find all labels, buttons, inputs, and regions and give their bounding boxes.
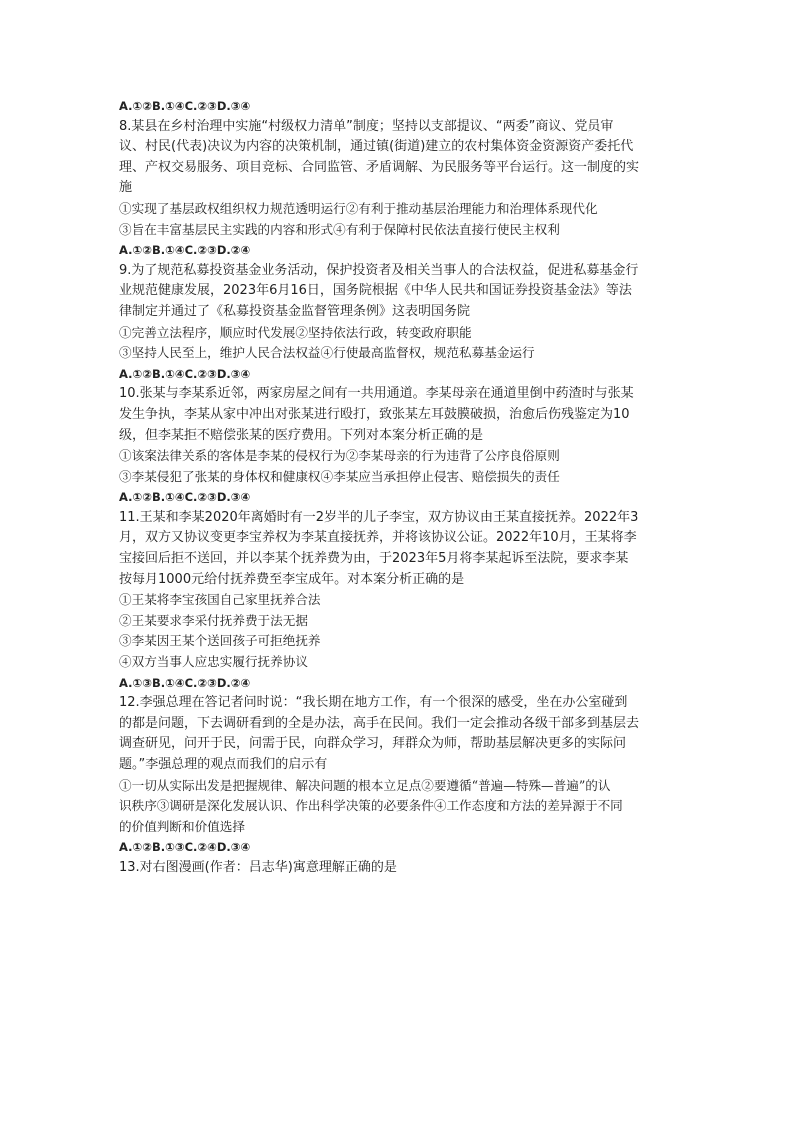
q10-stem-line-3: 级，但李某拒不赔偿张某的医疗费用。下列对本案分析正确的是: [119, 427, 484, 443]
q7-options: A.①②B.①④C.②③D.③④: [119, 99, 251, 113]
q11-options: A.①③B.①④C.②③D.②④: [119, 675, 251, 690]
q12-statements-3: 的价值判断和价值选择: [119, 818, 245, 834]
q9-options: A.①②B.①④C.②③D.③④: [119, 366, 251, 381]
q8-stem-line-4: 施: [119, 180, 133, 196]
q11-stem-line-3: 宝接回后拒不送回，并以李某个抚养费为由，于2023年5月将李某起诉至法院，要求李某: [119, 551, 629, 567]
q8-stem-line-3: 理、产权交易服务、项目竞标、合同监管、矛盾调解、为民服务等平台运行。这一制度的实: [119, 159, 640, 175]
q9-stem-line-2: 业规范健康发展，2023年6月16日，国务院根据《中华人民共和国证券投资基金法》等法: [119, 283, 632, 299]
q9-stem-line-3: 律制定并通过了《私募投资基金监督管理条例》这表明国务院: [119, 303, 471, 319]
q13-stem-line-1: 13.对右图漫画(作者：吕志华)寓意理解正确的是: [119, 859, 397, 875]
q8-statements-2: ③旨在丰富基层民主实践的内容和形式④有利于保障村民依法直接行使民主权利: [119, 221, 560, 237]
q11-statement-2: ②王某要求李采付抚养费于法无据: [119, 612, 308, 628]
q8-stem-line-1: 8.某县在乡村治理中实施“村级权力清单”制度；坚持以支部提议、“两委”商议、党员审: [119, 118, 614, 134]
q9-statements-2: ③坚持人民至上，维护人民合法权益④行使最高监督权，规范私募基金运行: [119, 345, 535, 361]
q10-stem-line-1: 10.张某与李某系近邻，两家房屋之间有一共用通道。李某母亲在通道里倒中药渣时与张某: [119, 386, 634, 402]
q11-statement-4: ④双方当事人应忠实履行抚养协议: [119, 654, 308, 670]
q10-statements-2: ③李某侵犯了张某的身体权和健康权④李某应当承担停止侵害、赔偿损失的责任: [119, 468, 560, 484]
q12-stem-line-4: 题。”李强总理的观点而我们的启示有: [119, 757, 328, 772]
q11-stem-line-4: 按每月1000元给付抚养费至李宝成年。对本案分析正确的是: [119, 571, 465, 587]
q8-options: A.①②B.①④C.②③D.②④: [119, 243, 251, 258]
q12-stem-line-2: 的都是问题，下去调研看到的全是办法，高手在民间。我们一定会推动各级干部多到基层去: [119, 715, 640, 731]
q10-stem-line-2: 发生争执，李某从家中冲出对张某进行殴打，致张某左耳鼓膜破损，治愈后伤残鉴定为10: [119, 406, 630, 422]
q12-statements-2: 识秩序③调研是深化发展认识、作出科学决策的必要条件④工作态度和方法的差异源于不同: [119, 798, 623, 814]
q12-options: A.①②B.①③C.②④D.③④: [119, 840, 251, 855]
q9-stem-line-1: 9.为了规范私募投资基金业务活动，保护投资者及相关当事人的合法权益，促进私募基金行: [119, 262, 639, 278]
q12-stem-line-1: 12.李强总理在答记者问时说：“我长期在地方工作，有一个很深的感受，坐在办公室碰到: [119, 695, 628, 711]
q11-stem-line-2: 月，双方又协议变更李宝养权为李某直接抚养，并将该协议公证。2022年10月，王某将李: [119, 530, 637, 546]
q11-statement-1: ①王某将李宝孩国自己家里抚养合法: [119, 592, 321, 608]
q8-stem-line-2: 议、村民(代表)决议为内容的决策机制，通过镇(街道)建立的农村集体资金资源资产委托代: [119, 139, 634, 155]
q12-stem-line-3: 调查研见，问开于民，问需于民，向群众学习，拜群众为师，帮助基层解决更多的实际问: [119, 736, 627, 752]
q10-statements-1: ①该案法律关系的客体是李某的侵权行为②李某母亲的行为违背了公序良俗原则: [119, 448, 560, 464]
q12-statements-1: ①一切从实际出发是把握规律、解决问题的根本立足点②要遵循“普遍—特殊—普遍”的认: [119, 777, 611, 793]
q11-statement-3: ③李某因王某个送回孩子可拒绝抚养: [119, 633, 321, 649]
q9-statements-1: ①完善立法程序，顺应时代发展②坚持依法行政，转变政府职能: [119, 324, 472, 340]
q8-statements-1: ①实现了基层政权组织权力规范透明运行②有利于推动基层治理能力和治理体系现代化: [119, 200, 598, 216]
q11-stem-line-1: 11.王某和李某2020年离婚时有一2岁半的儿子李宝，双方协议由王某直接抚养。2022年3: [119, 509, 639, 525]
q10-options: A.①②B.①④C.②③D.③④: [119, 490, 251, 505]
document-page: [119, 96, 679, 879]
